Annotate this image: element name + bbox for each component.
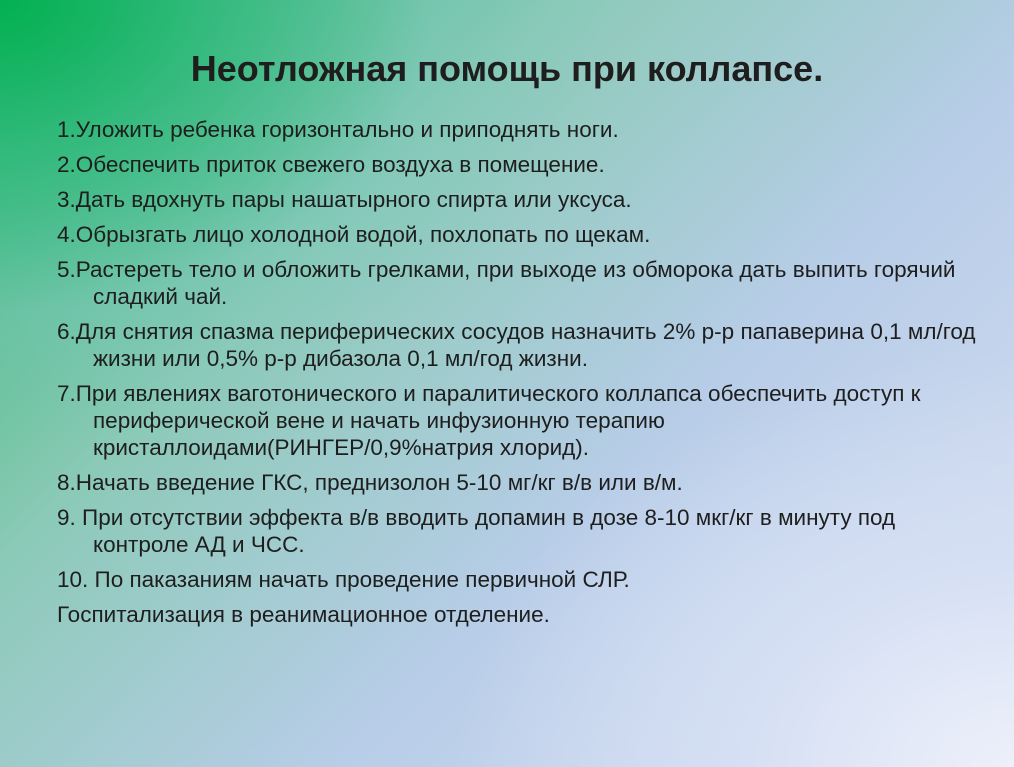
list-item: 6.Для снятия спазма периферических сосудов назначить 2% р-р папаверина 0,1 мл/год жизни или 0,5% р-р дибазола 0,1 мл/год жизни.	[57, 319, 976, 371]
list-item: 5.Растереть тело и обложить грелками, при выходе из обморока дать выпить горячий сладкий чай.	[57, 257, 956, 309]
list-item: 9. При отсутствии эффекта в/в вводить допамин в дозе 8-10 мкг/кг в минуту под контроле АД и ЧСС.	[57, 505, 896, 557]
list-item: Госпитализация в реанимационное отделение.	[57, 602, 550, 627]
list-item: 3.Дать вдохнуть пары нашатырного спирта или уксуса.	[57, 187, 632, 212]
list-item: 8.Начать введение ГКС, преднизолон 5-10 мг/кг в/в или в/м.	[57, 470, 683, 495]
instruction-list	[57, 116, 987, 636]
list-item: 10. По паказаниям начать проведение первичной СЛР.	[57, 567, 630, 592]
list-item: 2.Обеспечить приток свежего воздуха в помещение.	[57, 152, 605, 177]
slide-title: Неотложная помощь при коллапсе.	[190, 48, 824, 89]
list-item: 4.Обрызгать лицо холодной водой, похлопать по щекам.	[57, 222, 651, 247]
list-item: 7.При явлениях ваготонического и паралитического коллапса обеспечить доступ к периферической вене и начать инфузионную терапию кристаллоидами(РИНГЕР/0,9%натрия хлорид).	[57, 381, 921, 460]
list-item: 1.Уложить ребенка горизонтально и приподнять ноги.	[57, 117, 619, 142]
